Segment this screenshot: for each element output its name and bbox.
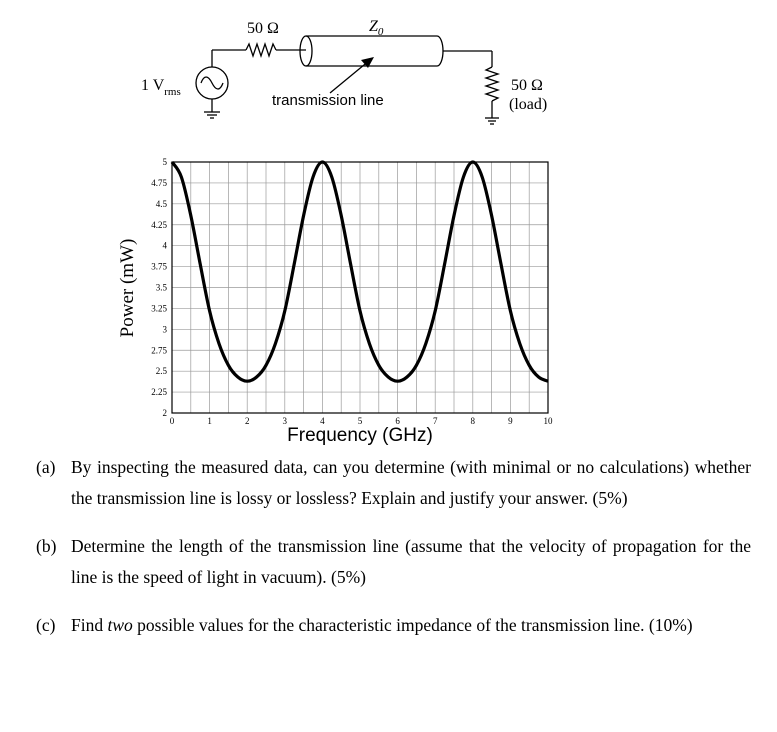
x-tick-label: 6 [395,416,400,426]
y-tick-label: 2.25 [151,387,167,398]
question-text: Find two possible values for the characteristic impedance of the transmission line. (10%) [71,615,693,635]
x-tick-label: 2 [244,416,250,426]
question-text: Determine the length of the transmission line (assume that the velocity of propagation for the line is the speed of light in vacuum). (5%) [71,536,751,587]
y-tick-label: 2 [162,408,167,418]
series-resistor-symbol [246,44,276,56]
y-tick-label: 3.75 [151,261,167,272]
y-tick-label: 4 [162,240,167,251]
series-resistor-label: 50 Ω [247,20,279,37]
load-word-label: (load) [509,96,548,113]
emphasis-two: two [107,615,133,635]
y-tick-label: 4.25 [151,219,167,230]
load-resistor-symbol [486,67,498,101]
question-text: By inspecting the measured data, can you determine (with minimal or no calculations) whether the transmission line is lossy or lossless? Explain and justify your answer. (5%) [71,457,751,508]
x-tick-label: 3 [282,416,288,426]
y-axis-label: Power (mW) [117,238,138,338]
question-label: (c) [36,615,56,635]
question-list [36,452,751,658]
x-tick-label: 10 [543,416,553,426]
load-value-label: 50 Ω [511,77,543,94]
x-tick-label: 9 [508,416,513,426]
x-axis-label: Frequency (GHz) [287,425,433,446]
source-label: 1 $V_{rms}$ [141,77,181,98]
y-tick-label: 2.75 [151,345,167,356]
power-vs-frequency-chart [0,150,777,450]
transmission-line-label: transmission line [272,92,384,109]
x-tick-label: 5 [357,416,363,426]
x-tick-label: 7 [432,416,438,426]
sine-wave-glyph [201,77,223,89]
y-tick-label: 2.5 [155,366,167,377]
circuit-diagram [0,0,777,150]
x-tick-label: 1 [207,416,212,426]
question-label: (a) [36,457,56,477]
y-tick-label: 3.25 [151,303,167,314]
y-tick-label: 4.5 [155,198,167,209]
x-tick-label: 4 [320,416,325,426]
y-tick-label: 5 [162,157,167,167]
x-tick-label: 8 [470,416,476,426]
pointer-arrow [330,60,370,93]
y-tick-label: 3 [162,324,167,335]
y-tick-label: 3.5 [155,282,167,293]
question-b [36,531,751,593]
y-tick-label: 4.75 [151,177,167,188]
question-label: (b) [36,536,57,556]
x-tick-label: 0 [169,416,175,426]
z0-label: $Z_0$ [369,18,384,38]
question-c [36,610,751,641]
question-a [36,452,751,514]
